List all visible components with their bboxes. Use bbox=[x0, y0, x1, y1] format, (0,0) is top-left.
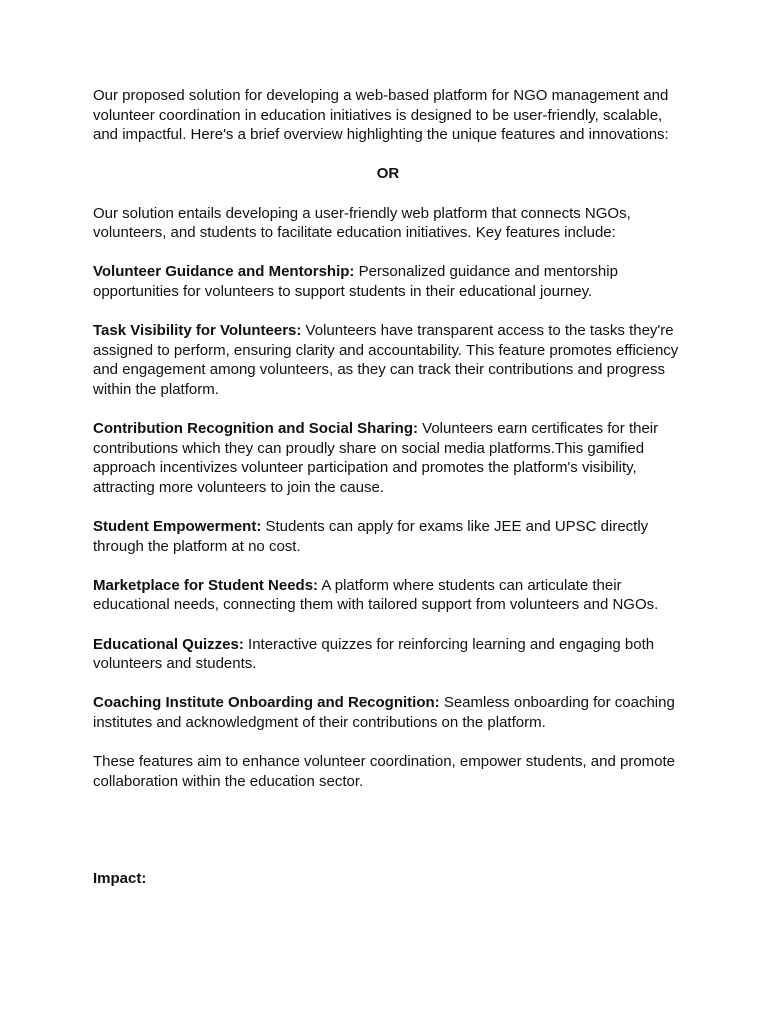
feature-paragraph bbox=[93, 321, 683, 399]
feature-text: Volunteers have transparent access to the tasks they're assigned to perform, ensuring clarity and accountability. This feature promotes efficiency and engagement among volunteers, as they can track their contributions and progress within the platform. bbox=[93, 322, 679, 398]
feature-text: Personalized guidance and mentorship opportunities for volunteers to support students in their educational journey. bbox=[93, 263, 618, 300]
feature-text: A platform where students can articulate their educational needs, connecting them with tailored support from volunteers and NGOs. bbox=[93, 576, 659, 614]
feature-paragraph bbox=[93, 419, 683, 497]
or-separator: OR bbox=[376, 165, 400, 183]
feature-paragraph bbox=[93, 693, 683, 732]
document-page bbox=[93, 86, 683, 908]
blank-space bbox=[93, 811, 683, 869]
feature-title: Contribution Recognition and Social Sharing: bbox=[93, 420, 418, 438]
feature-text: Students can apply for exams like JEE and UPSC directly through the platform at no cost. bbox=[93, 518, 649, 555]
feature-title: Student Empowerment: bbox=[93, 518, 262, 536]
feature-paragraph bbox=[93, 635, 683, 674]
feature-text: Seamless onboarding for coaching institutes and acknowledgment of their contributions on the platform. bbox=[93, 694, 675, 731]
summary-paragraph: Our solution entails developing a user-friendly web platform that connects NGOs, volunteers, and students to facilitate education initiatives. Key features include: bbox=[93, 204, 631, 242]
feature-text: Interactive quizzes for reinforcing learning and engaging both volunteers and students. bbox=[93, 635, 655, 673]
conclusion-paragraph: These features aim to enhance volunteer coordination, empower students, and promote collaboration within the education sector. bbox=[93, 753, 676, 790]
feature-title: Coaching Institute Onboarding and Recognition: bbox=[93, 694, 440, 712]
feature-title: Task Visibility for Volunteers: bbox=[93, 322, 302, 340]
feature-text: Volunteers earn certificates for their contributions which they can proudly share on social media platforms.This gamified approach incentivizes volunteer participation and promotes the platform's visibility, attracting more volunteers to join the cause. bbox=[93, 420, 659, 496]
feature-paragraph bbox=[93, 576, 683, 615]
feature-title: Volunteer Guidance and Mentorship: bbox=[93, 263, 355, 281]
feature-title: Marketplace for Student Needs: bbox=[93, 576, 319, 594]
feature-title: Educational Quizzes: bbox=[93, 635, 244, 653]
feature-paragraph bbox=[93, 262, 683, 301]
intro-paragraph: Our proposed solution for developing a web-based platform for NGO management and volunteer coordination in education initiatives is designed to be user-friendly, scalable, and impactful. Here's a brief overview highlighting the unique features and innovations: bbox=[93, 87, 669, 144]
feature-paragraph bbox=[93, 517, 683, 556]
impact-heading: Impact: bbox=[93, 869, 147, 887]
